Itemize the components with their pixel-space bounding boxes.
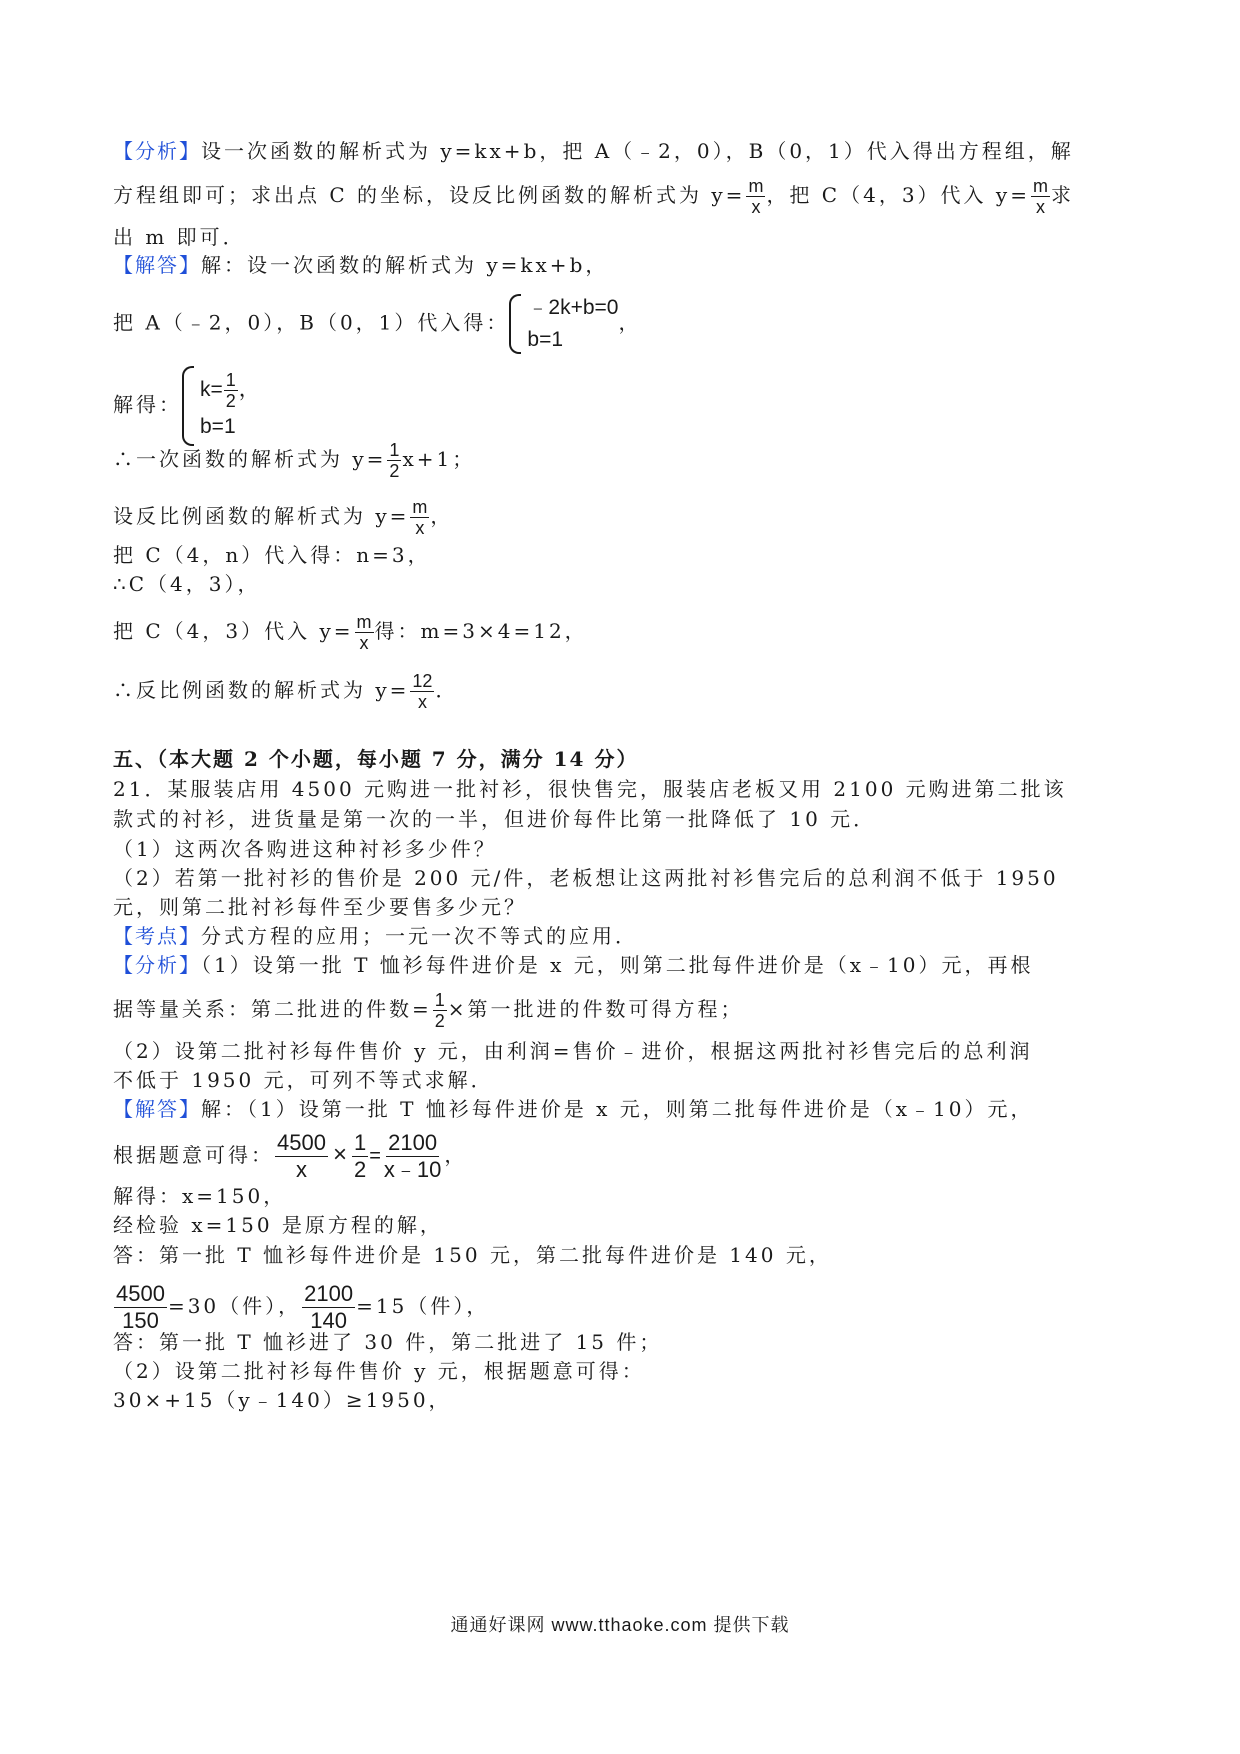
analysis-text-2c: 求 bbox=[1050, 183, 1074, 207]
answer-text-4b: x+1； bbox=[402, 447, 476, 471]
brace bbox=[182, 366, 194, 446]
analysis-text-2b: ，把 C（4，3）代入 y= bbox=[766, 183, 1030, 207]
fenxi-text: （1）设第一批 T 恤衫每件进价是 x 元，则第二批每件进价是（x﹣10）元，再根 bbox=[201, 953, 1034, 977]
question-line-3 bbox=[113, 834, 497, 864]
question-text: （2）若第一批衬衫的售价是 200 元/件，老板想让这两批衬衫售完后的总利润不低于 1950 bbox=[113, 866, 1059, 890]
equation-system-2 bbox=[182, 366, 260, 446]
question-text: 元，则第二批衬衫每件至少要售多少元？ bbox=[113, 895, 527, 919]
kaodian-tag: 【考点】 bbox=[113, 924, 201, 948]
fenxi-line-1 bbox=[113, 950, 1034, 980]
fenxi-tag: 【分析】 bbox=[113, 953, 201, 977]
jieda-text: 根据题意可得： bbox=[113, 1143, 274, 1167]
comma: ， bbox=[618, 310, 642, 335]
answer-line-1 bbox=[113, 250, 608, 280]
jieda-line-9 bbox=[113, 1385, 452, 1415]
analysis-text-1: 设一次函数的解析式为 y=kx+b，把 A（﹣2，0），B（0，1）代入得出方程组，解 bbox=[201, 139, 1074, 163]
frac-den: x bbox=[295, 1157, 307, 1182]
answer-text-9: ∴反比例函数的解析式为 y= bbox=[113, 678, 410, 702]
section-title bbox=[113, 744, 638, 774]
analysis-text-3: 出 m 即可． bbox=[113, 225, 246, 249]
frac-den: x﹣10 bbox=[383, 1157, 442, 1182]
fraction-12-over-x bbox=[410, 671, 434, 712]
brace bbox=[509, 294, 521, 354]
fraction-m-over-x bbox=[355, 612, 374, 653]
fraction-2100-over-x-minus-10 bbox=[382, 1130, 443, 1183]
jieda-text: 答：第一批 T 恤衫每件进价是 150 元，第二批每件进价是 140 元， bbox=[113, 1243, 832, 1267]
fraction-1-over-2 bbox=[433, 990, 447, 1031]
answer-text-8a: 把 C（4，3）代入 y= bbox=[113, 619, 354, 643]
fraction-m-over-x bbox=[1031, 176, 1050, 217]
answer-line-4 bbox=[113, 440, 475, 481]
jieda-tag: 【解答】 bbox=[113, 1097, 201, 1121]
fenxi-text: （2）设第二批衬衫每件售价 y 元，由利润=售价﹣进价，根据这两批衬衫售完后的总利润 bbox=[113, 1039, 1033, 1063]
fraction-1-over-2 bbox=[387, 440, 401, 481]
kaodian-line bbox=[113, 921, 638, 951]
equals-sign: = bbox=[369, 1145, 381, 1167]
question-line-2 bbox=[113, 804, 876, 834]
frac-num: 4500 bbox=[116, 1281, 165, 1306]
fenxi-line-2 bbox=[113, 990, 744, 1031]
jieda-text: 解：（1）设第一批 T 恤衫每件进价是 x 元，则第二批每件进价是（x﹣10）元， bbox=[201, 1097, 1034, 1121]
answer-text-8b: 得：m=3×4=12， bbox=[374, 619, 588, 643]
system-row: b=1 bbox=[527, 328, 564, 351]
jieda-line-5 bbox=[113, 1240, 832, 1270]
frac-num: 2100 bbox=[304, 1281, 354, 1306]
jieda-text: 解得：x=150， bbox=[113, 1184, 287, 1208]
question-text: （1）这两次各购进这种衬衫多少件？ bbox=[113, 837, 497, 861]
fraction-m-over-x bbox=[410, 497, 429, 538]
answer-line-3 bbox=[113, 366, 260, 446]
question-text: 21．某服装店用 4500 元购进一批衬衫，很快售完，服装店老板又用 2100 元购进第二批该 bbox=[113, 777, 1067, 801]
answer-text-4a: ∴一次函数的解析式为 y= bbox=[113, 447, 387, 471]
analysis-line-1 bbox=[113, 136, 1074, 166]
frac-den: 2 bbox=[389, 461, 400, 481]
jieda-line-3 bbox=[113, 1181, 286, 1211]
frac-num: m bbox=[1032, 176, 1048, 196]
question-line-5 bbox=[113, 892, 527, 922]
answer-tag: 【解答】 bbox=[113, 253, 201, 277]
analysis-text-2a: 方程组即可；求出点 C 的坐标，设反比例函数的解析式为 y= bbox=[113, 183, 746, 207]
fenxi-text: ×第一批进的件数可得方程； bbox=[447, 997, 744, 1021]
jieda-text: 答：第一批 T 恤衫进了 30 件，第二批进了 15 件； bbox=[113, 1330, 663, 1354]
analysis-tag: 【分析】 bbox=[113, 139, 201, 163]
fraction-m-over-x bbox=[746, 176, 765, 217]
frac-den: 2 bbox=[225, 390, 236, 411]
jieda-text: =30（件）， bbox=[167, 1294, 302, 1318]
frac-den: x bbox=[415, 518, 425, 538]
analysis-line-3 bbox=[113, 222, 246, 252]
fraction-1-over-2 bbox=[352, 1130, 368, 1183]
frac-den: x bbox=[751, 197, 761, 217]
frac-den: x bbox=[359, 633, 369, 653]
answer-text-1: 解：设一次函数的解析式为 y=kx+b， bbox=[201, 253, 609, 277]
answer-text-7: ∴C（4，3）， bbox=[113, 572, 261, 596]
answer-text-5: 设反比例函数的解析式为 y= bbox=[113, 504, 410, 528]
kaodian-text: 分式方程的应用；一元一次不等式的应用． bbox=[201, 924, 638, 948]
jieda-line-8 bbox=[113, 1356, 645, 1386]
answer-line-7 bbox=[113, 569, 260, 599]
frac-den: 2 bbox=[353, 1157, 367, 1182]
frac-den: 140 bbox=[310, 1308, 347, 1333]
frac-den: x bbox=[417, 692, 427, 712]
answer-text-2: 把 A（﹣2，0），B（0，1）代入得： bbox=[113, 310, 510, 335]
jieda-line-7 bbox=[113, 1327, 662, 1357]
answer-line-2 bbox=[113, 292, 641, 356]
times-sign: × bbox=[332, 1141, 347, 1168]
frac-num: m bbox=[412, 497, 428, 517]
frac-num: 12 bbox=[412, 671, 433, 691]
system-row: k= bbox=[200, 378, 223, 401]
frac-num: m bbox=[748, 176, 764, 196]
jieda-text: 经检验 x=150 是原方程的解， bbox=[113, 1213, 443, 1237]
comma: ， bbox=[238, 378, 260, 401]
system-row: ﹣2k+b=0 bbox=[527, 296, 619, 319]
frac-num: 1 bbox=[389, 440, 400, 460]
frac-den: 150 bbox=[122, 1308, 159, 1333]
section-title-text: 五、（本大题 2 个小题，每小题 7 分，满分 14 分） bbox=[113, 747, 639, 771]
jieda-line-2 bbox=[113, 1130, 467, 1183]
fenxi-text: 据等量关系：第二批进的件数= bbox=[113, 997, 432, 1021]
comma: ， bbox=[430, 504, 454, 528]
jieda-line-4 bbox=[113, 1210, 443, 1240]
frac-num: m bbox=[356, 612, 372, 632]
frac-num: 4500 bbox=[277, 1130, 326, 1155]
analysis-line-2 bbox=[113, 176, 1074, 217]
jieda-text: 30×+15（y﹣140）≥1950， bbox=[113, 1388, 452, 1412]
answer-line-5 bbox=[113, 497, 453, 538]
jieda-text: （2）设第二批衬衫每件售价 y 元，根据题意可得： bbox=[113, 1359, 645, 1383]
footer-watermark: 通通好课网 www.tthaoke.com 提供下载 bbox=[450, 1615, 790, 1635]
question-line-4 bbox=[113, 863, 1059, 893]
frac-den: 2 bbox=[434, 1011, 445, 1031]
equation-system-1 bbox=[509, 292, 618, 356]
frac-num: 1 bbox=[353, 1130, 367, 1155]
fenxi-text: 不低于 1950 元，可列不等式求解． bbox=[113, 1068, 494, 1092]
frac-num: 1 bbox=[225, 369, 236, 390]
fraction-1-over-2 bbox=[224, 370, 238, 411]
fenxi-line-4 bbox=[113, 1065, 494, 1095]
period: ． bbox=[435, 678, 459, 702]
fenxi-line-3 bbox=[113, 1036, 1033, 1066]
frac-den: x bbox=[1035, 197, 1045, 217]
jieda-text: =15（件）， bbox=[356, 1294, 490, 1318]
jieda-line-1 bbox=[113, 1094, 1034, 1124]
question-line-1 bbox=[113, 774, 1067, 804]
answer-text-3: 解得： bbox=[113, 392, 182, 417]
answer-line-9 bbox=[113, 671, 458, 712]
question-text: 款式的衬衫，进货量是第一次的一半，但进价每件比第一批降低了 10 元． bbox=[113, 807, 877, 831]
answer-text-6: 把 C（4，n）代入得：n=3， bbox=[113, 543, 431, 567]
comma: ， bbox=[444, 1143, 468, 1167]
frac-num: 1 bbox=[434, 990, 445, 1010]
frac-num: 2100 bbox=[388, 1130, 438, 1155]
answer-line-8 bbox=[113, 612, 588, 653]
fraction-4500-over-x bbox=[275, 1130, 328, 1183]
system-row: b=1 bbox=[200, 414, 236, 438]
answer-line-6 bbox=[113, 540, 431, 570]
